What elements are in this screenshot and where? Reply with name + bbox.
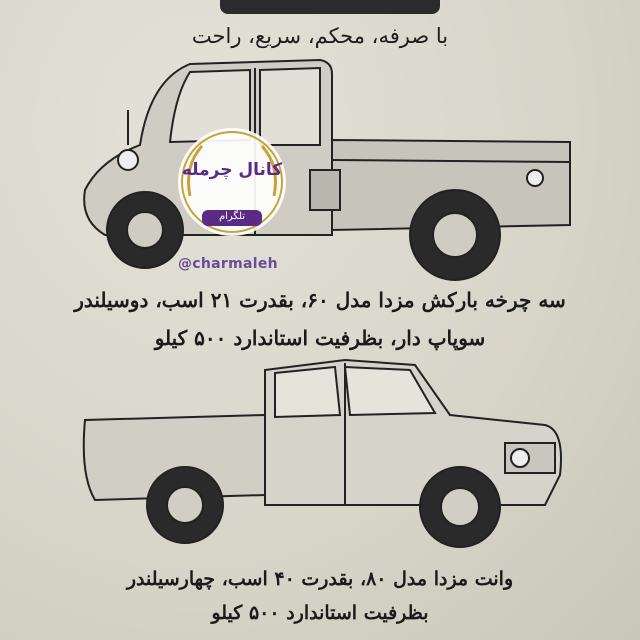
pickup-truck-illustration bbox=[75, 355, 580, 555]
channel-logo-title: کانال چرمله bbox=[181, 160, 283, 180]
ad-tagline: با صرفه، محکم، سریع، راحت bbox=[191, 24, 449, 48]
pickup-spec-line-2: بظرفیت استاندارد ۵۰۰ کیلو bbox=[211, 602, 429, 624]
three-wheeler-spec-line-2: سوپاپ دار، بظرفیت استاندارد ۵۰۰ کیلو bbox=[154, 326, 486, 350]
channel-handle: @charmaleh bbox=[178, 256, 278, 272]
headline-banner-fragment bbox=[220, 0, 440, 14]
three-wheeler-spec-line-1: سه چرخه بارکش مزدا مدل ۶۰، بقدرت ۲۱ اسب، دوسیلندر bbox=[74, 288, 566, 312]
pickup-spec-line-1: وانت مزدا مدل ۸۰، بقدرت ۴۰ اسب، چهارسیلندر bbox=[126, 568, 514, 590]
three-wheeler-truck-illustration bbox=[70, 50, 580, 285]
channel-logo-badge: تلگرام bbox=[218, 211, 246, 222]
